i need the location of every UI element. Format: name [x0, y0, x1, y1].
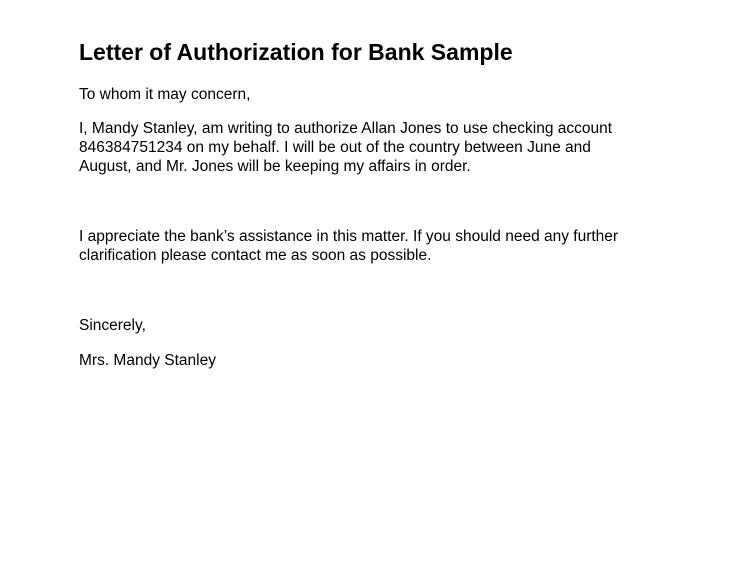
letter-title: Letter of Authorization for Bank Sample	[79, 39, 513, 65]
body-paragraph-1-line: I, Mandy Stanley, am writing to authorize Allan Jones to use checking account	[79, 120, 613, 137]
body-paragraph-1	[79, 119, 679, 176]
closing: Sincerely,	[79, 317, 146, 334]
salutation: To whom it may concern,	[79, 86, 251, 103]
body-paragraph-2-line: I appreciate the bank’s assistance in this matter. If you should need any further	[79, 228, 619, 245]
body-paragraph-2-line: clarification please contact me as soon as possible.	[79, 247, 432, 264]
body-paragraph-1-line: August, and Mr. Jones will be keeping my affairs in order.	[79, 158, 471, 175]
body-paragraph-2	[79, 227, 679, 265]
signature: Mrs. Mandy Stanley	[79, 352, 216, 369]
letter-content	[79, 38, 679, 369]
body-paragraph-1-line: 846384751234 on my behalf. I will be out of the country between June and	[79, 139, 591, 156]
